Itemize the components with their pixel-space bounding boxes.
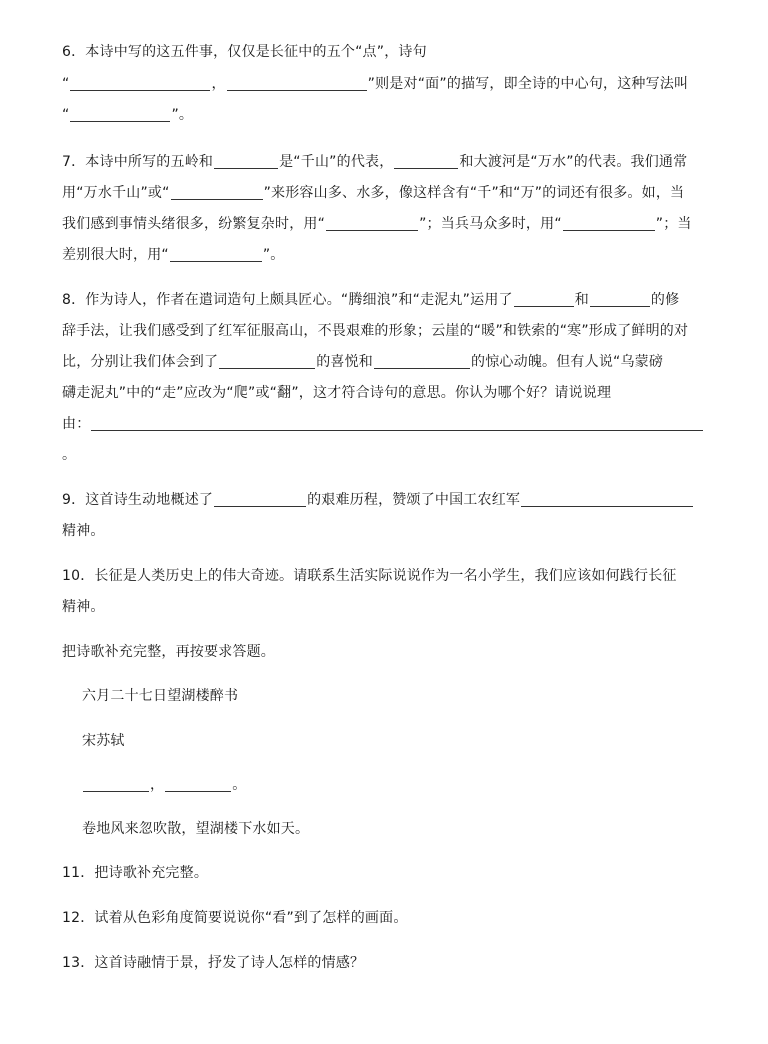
open-quote: “	[62, 107, 70, 123]
q6-text-2: ”则是对“面”的描写，即全诗的中心句，这种写法叫	[367, 76, 689, 92]
q8-line-4	[62, 383, 706, 403]
q8-text-2: 的修	[650, 292, 680, 308]
poem-blank-2[interactable]	[165, 776, 231, 792]
q7-line-1	[62, 152, 706, 172]
poem-blank-1[interactable]	[83, 776, 149, 792]
q7-blank-1[interactable]	[214, 153, 278, 169]
comma: ，	[211, 76, 226, 92]
poem-title	[82, 686, 706, 706]
q10-line-2	[62, 597, 706, 617]
section-instruction	[62, 642, 706, 662]
q8-text-3: 辞手法，让我们感受到了红军征服高山，不畏艰难的形象；云崖的“暖”和铁索的“寒”形成了鲜明的对	[62, 323, 689, 339]
q10-text-1: 10．长征是人类历史上的伟大奇迹。请联系生活实际说说作为一名小学生，我们应该如何践行长征	[62, 568, 677, 584]
q7-blank-6[interactable]	[170, 246, 262, 262]
q8-text-7: 礴走泥丸”中的“走”应改为“爬”或“翻”，这才符合诗句的意思。你认为哪个好？请说说理	[62, 385, 612, 401]
q8-blank-3[interactable]	[219, 353, 315, 369]
q7-text-8: ”；当	[655, 216, 692, 232]
q11	[62, 863, 706, 883]
q8-line-3	[62, 352, 706, 372]
q8-line-2	[62, 321, 706, 341]
q7-line-4	[62, 245, 706, 265]
q7-blank-5[interactable]	[563, 215, 655, 231]
comma: ，	[150, 777, 165, 793]
instruction-text: 把诗歌补充完整，再按要求答题。	[62, 644, 275, 660]
q12-text: 12．试着从色彩角度简要说说你“看”到了怎样的画面。	[62, 910, 408, 926]
poem-author	[82, 731, 706, 751]
q9-text-2: 的艰难历程，赞颂了中国工农红军	[307, 492, 521, 508]
q7-text-5: ”来形容山多、水多，像这样含有“千”和“万”的词还有很多。如，当	[263, 185, 685, 201]
open-quote: “	[62, 76, 70, 92]
q13-text: 13．这首诗融情于景，抒发了诗人怎样的情感？	[62, 955, 365, 971]
q12	[62, 908, 706, 928]
q7-blank-2[interactable]	[394, 153, 458, 169]
q7-blank-3[interactable]	[171, 184, 263, 200]
q6-blank-2[interactable]	[227, 75, 367, 91]
q9-blank-1[interactable]	[214, 491, 306, 507]
q7-text-3: 和大渡河是“万水”的代表。我们通常	[459, 154, 688, 170]
q8-line-1	[62, 290, 706, 310]
poem-author-text: 宋苏轼	[82, 733, 125, 749]
q8-text-4: 比，分别让我们体会到了	[62, 354, 219, 370]
q8-answer-blank[interactable]	[91, 415, 703, 431]
q7-line-3	[62, 214, 706, 234]
q9-line-1	[62, 490, 706, 510]
q8-text-and: 和	[574, 292, 589, 308]
q7-blank-4[interactable]	[326, 215, 418, 231]
q8-line-6	[62, 445, 706, 465]
q10-line-1	[62, 566, 706, 586]
q9-text-3: 精神。	[62, 523, 105, 539]
q10-text-2: 精神。	[62, 599, 105, 615]
q8-blank-4[interactable]	[374, 353, 470, 369]
close-quote: ”。	[262, 247, 285, 263]
q7-text-7: ”；当兵马众多时，用“	[419, 216, 562, 232]
q7-line-2	[62, 183, 706, 203]
period: 。	[62, 447, 77, 463]
q13	[62, 953, 706, 973]
q8-blank-1[interactable]	[514, 291, 574, 307]
q8-text-5: 的喜悦和	[316, 354, 374, 370]
poem-line-blank	[82, 775, 706, 795]
q6-blank-3[interactable]	[70, 106, 170, 122]
q6-line-1	[62, 42, 706, 62]
q6-text: 6．本诗中写的这五件事，仅仅是长征中的五个“点”，诗句	[62, 44, 427, 60]
poem-line-2-text: 卷地风来忽吹散，望湖楼下水如天。	[82, 821, 310, 837]
q7-text-6: 我们感到事情头绪很多，纷繁复杂时，用“	[62, 216, 326, 232]
q8-text-6: 的惊心动魄。但有人说“乌蒙磅	[471, 354, 664, 370]
q7-text-4: 用“万水千山”或“	[62, 185, 170, 201]
q7-text-9: 差别很大时，用“	[62, 247, 169, 263]
q6-line-3	[62, 105, 706, 125]
poem-line-2	[82, 819, 706, 839]
period: 。	[232, 777, 247, 793]
poem-title-text: 六月二十七日望湖楼醉书	[82, 688, 239, 704]
close-quote: ”。	[171, 107, 194, 123]
q6-blank-1[interactable]	[70, 75, 210, 91]
q9-blank-2[interactable]	[521, 491, 693, 507]
q8-blank-2[interactable]	[590, 291, 650, 307]
q7-text-2: 是“千山”的代表，	[279, 154, 394, 170]
q7-text-1: 7．本诗中所写的五岭和	[62, 154, 214, 170]
q11-text: 11．把诗歌补充完整。	[62, 865, 209, 881]
q8-text-1: 8．作为诗人，作者在遣词造句上颇具匠心。“腾细浪”和“走泥丸”运用了	[62, 292, 513, 308]
q9-text-1: 9．这首诗生动地概述了	[62, 492, 214, 508]
q8-text-8: 由：	[62, 416, 91, 432]
q9-line-2	[62, 521, 706, 541]
q8-line-5	[62, 414, 706, 434]
q6-line-2	[62, 74, 706, 94]
